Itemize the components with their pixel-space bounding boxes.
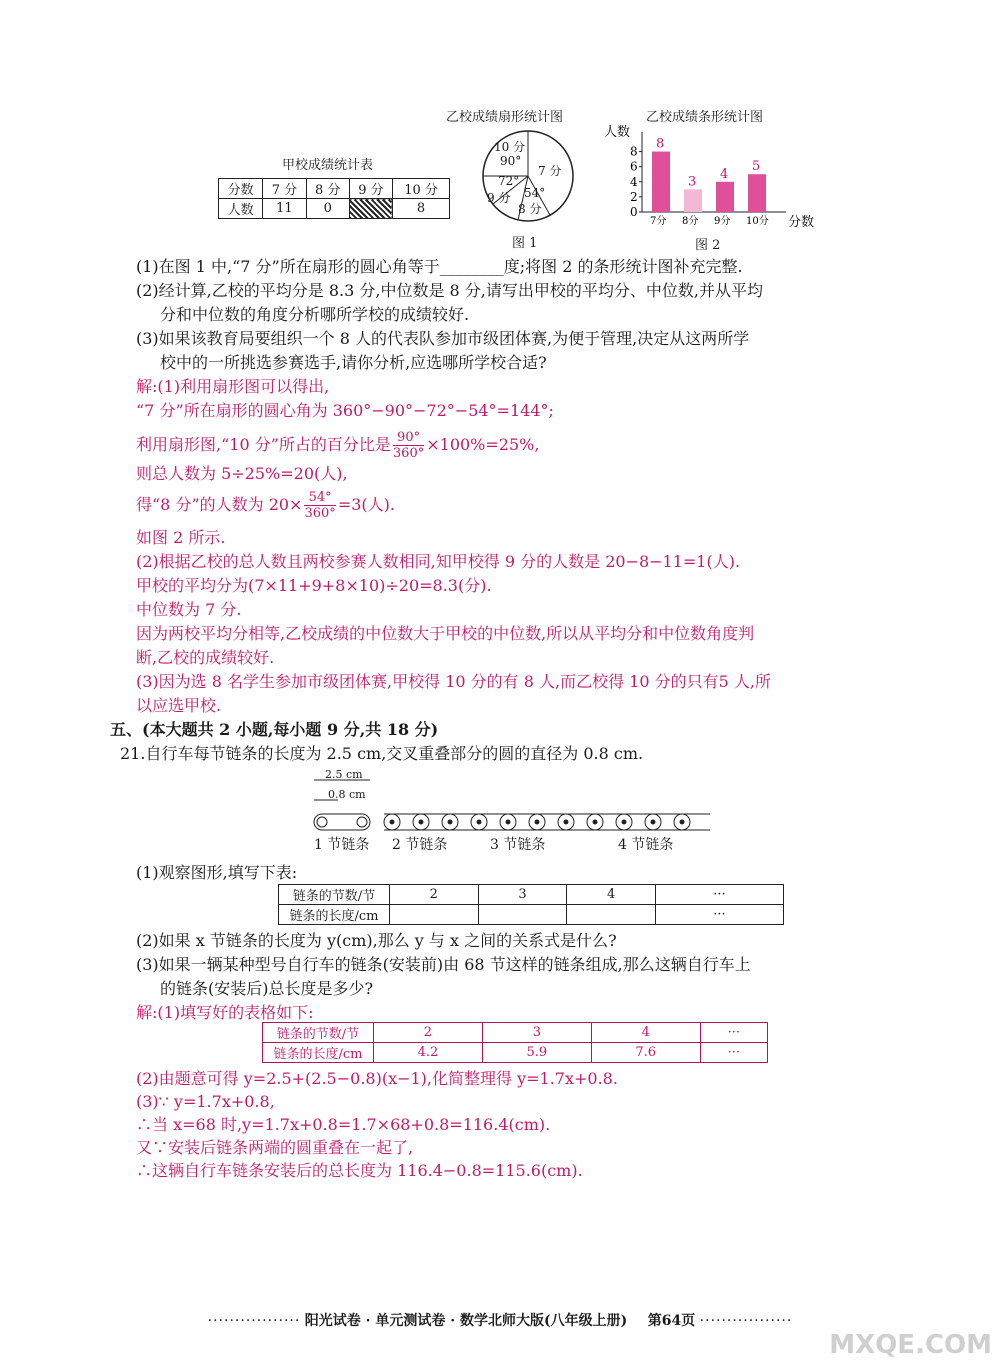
table-cell: 3 xyxy=(482,1023,591,1043)
bar-value-label: 8 xyxy=(656,136,665,152)
sol20-line2: “7 分”所在扇形的圆心角为 360°−90°−72°−54°=144°; xyxy=(136,401,554,420)
q21-part1: (1)观察图形,填写下表: xyxy=(136,863,298,882)
table-cell: ··· xyxy=(655,885,783,905)
chain-figure xyxy=(312,770,722,832)
table-cell: 0 xyxy=(306,199,349,219)
chain-pin xyxy=(535,820,540,825)
page-number: 第64页 xyxy=(647,1313,696,1329)
table-cell: 4.2 xyxy=(374,1043,483,1063)
y-axis-label: 人数 xyxy=(604,125,631,140)
pie-label: 9 分 xyxy=(487,191,511,205)
denominator: 360° xyxy=(392,446,425,461)
numerator: 90° xyxy=(393,430,424,446)
bar xyxy=(684,189,702,212)
chain-pin xyxy=(317,817,327,827)
bar xyxy=(748,174,766,212)
table-cell: 链条的长度/cm xyxy=(263,1043,374,1063)
sol-text: ×100%=25%, xyxy=(426,435,540,454)
sol20-line11: 断,乙校的成绩较好. xyxy=(136,648,275,667)
bar-value-label: 5 xyxy=(752,159,761,175)
table-cell: 链条的长度/cm xyxy=(279,905,390,925)
chain-pin xyxy=(593,820,598,825)
table-cell: 人数 xyxy=(219,199,263,219)
sol-prefix: 解: xyxy=(136,377,158,396)
table-cell: ··· xyxy=(700,1023,767,1043)
q21-stem: 21.自行车每节链条的长度为 2.5 cm,交叉重叠部分的圆的直径为 0.8 cm. xyxy=(120,744,644,763)
sol20-line12: (3)因为选 8 名学生参加市级团体赛,甲校得 10 分的有 8 人,而乙校得 10 分的只有5 人,所 xyxy=(136,672,771,691)
table-cell: 8 xyxy=(393,199,450,219)
sol20-line8: 甲校的平均分为(7×11+9+8×10)÷20=8.3(分). xyxy=(136,576,492,595)
table-cell: 7.6 xyxy=(591,1043,700,1063)
dim-label-2-5: 2.5 cm xyxy=(325,768,363,781)
pie-label: 10 分 xyxy=(494,140,526,154)
sol20-line1 xyxy=(136,376,329,398)
table-cell: 链条的节数/节 xyxy=(263,1023,374,1043)
sol21-line2: (2)由题意可得 y=2.5+(2.5−0.8)(x−1),化简整理得 y=1.7x+0.8. xyxy=(136,1069,618,1088)
bar-value-label: 3 xyxy=(688,174,697,190)
dim-label-0-8: 0.8 cm xyxy=(328,788,366,801)
chain-pin xyxy=(622,820,627,825)
sol20-line7: (2)根据乙校的总人数且两校参赛人数相同,知甲校得 9 分的人数是 20−8−11=1(人). xyxy=(136,552,741,571)
fraction xyxy=(304,490,335,521)
sol-text: 利用扇形图,“10 分”所占的百分比是 xyxy=(136,435,391,454)
sol-prefix: 解: xyxy=(136,1003,158,1022)
sol20-line9: 中位数为 7 分. xyxy=(136,600,242,619)
chain-pin xyxy=(564,820,569,825)
chain-label: 2 节链条 xyxy=(392,837,448,853)
sol-text: (1)利用扇形图可以得出, xyxy=(157,377,330,396)
chain-label: 4 节链条 xyxy=(618,837,674,853)
y-tick-label: 2 xyxy=(630,189,638,204)
q20-part2: (2)经计算,乙校的平均分是 8.3 分,中位数是 8 分,请写出甲校的平均分、中位数,并从平均 xyxy=(136,281,763,300)
sol21-table xyxy=(262,1022,768,1063)
sol20-line5 xyxy=(136,488,395,522)
table-cell: 9 分 xyxy=(349,179,392,199)
numerator: 54° xyxy=(304,490,335,506)
q20-part3: (3)如果该教育局要组织一个 8 人的代表队参加市级团体赛,为便于管理,决定从这两所学 xyxy=(136,329,750,348)
sol20-line4: 则总人数为 5÷25%=20(人), xyxy=(136,464,348,483)
page-footer xyxy=(0,1310,1000,1330)
denominator: 360° xyxy=(304,506,336,521)
pie-label: 90° xyxy=(500,154,522,168)
sol21-line4: ∴当 x=68 时,y=1.7x+0.8=1.7×68+0.8=116.4(cm). xyxy=(136,1115,551,1134)
table-cell: ··· xyxy=(655,905,783,925)
table-cell xyxy=(478,905,567,925)
x-tick-label: 9分 xyxy=(714,216,731,227)
q20-part3-cont: 校中的一所挑选参赛选手,请你分析,应选哪所学校合适? xyxy=(160,353,547,372)
q21-part3: (3)如果一辆某种型号自行车的链条(安装前)由 68 节这样的链条组成,那么这辆自行车上 xyxy=(136,955,751,974)
chain-pin xyxy=(357,817,367,827)
bar xyxy=(716,182,734,212)
q21-part2: (2)如果 x 节链条的长度为 y(cm),那么 y 与 x 之间的关系式是什么? xyxy=(136,931,617,950)
table-cell xyxy=(390,905,479,925)
pie-title: 乙校成绩扇形统计图 xyxy=(446,110,564,125)
chain-label: 3 节链条 xyxy=(490,837,546,853)
y-tick-label: 4 xyxy=(630,174,638,189)
pie-caption: 图 1 xyxy=(512,236,538,251)
bar-chart xyxy=(600,122,820,237)
table-cell: 8 分 xyxy=(306,179,349,199)
pie-label: 7 分 xyxy=(538,164,562,178)
pie-label: 72° xyxy=(498,174,520,188)
table-cell: 4 xyxy=(591,1023,700,1043)
q21-part3-cont: 的链条(安装后)总长度是多少? xyxy=(160,979,374,998)
sol21-line5: 又∵安装后链条两端的圆重叠在一起了, xyxy=(136,1138,414,1157)
table-cell: 10 分 xyxy=(393,179,450,199)
sol20-line3 xyxy=(136,428,539,462)
chain-pin xyxy=(506,820,511,825)
chain-pin xyxy=(651,820,656,825)
table-cell xyxy=(567,905,656,925)
pie-label: 54° xyxy=(524,186,546,200)
table-cell: 分数 xyxy=(219,179,263,199)
hatched-cell xyxy=(349,199,392,219)
footer-dots: ················· xyxy=(207,1313,301,1329)
sol20-line10: 因为两校平均分相等,乙校成绩的中位数大于甲校的中位数,所以从平均分和中位数角度判 xyxy=(136,624,755,643)
jia-score-table xyxy=(218,178,450,219)
footer-title: 阳光试卷 · 单元测试卷 · 数学北师大版(八年级上册) xyxy=(304,1313,628,1329)
sol20-line13: 以应选甲校. xyxy=(136,696,222,715)
sol-text: 得“8 分”的人数为 20× xyxy=(136,495,303,514)
chain-label: 1 节链条 xyxy=(314,837,370,853)
table-cell: ··· xyxy=(700,1043,767,1063)
table-cell: 3 xyxy=(478,885,567,905)
q20-part1: (1)在图 1 中,“7 分”所在扇形的圆心角等于________度;将图 2 的条形统计图补充完整. xyxy=(136,257,743,276)
chain-pin xyxy=(390,820,395,825)
table-cell: 2 xyxy=(374,1023,483,1043)
table-cell: 5.9 xyxy=(482,1043,591,1063)
bar-value-label: 4 xyxy=(720,166,729,182)
sol21-line1 xyxy=(136,1002,313,1024)
chain-pin xyxy=(419,820,424,825)
q20-part2-cont: 分和中位数的角度分析哪所学校的成绩较好. xyxy=(160,305,470,324)
table-title: 甲校成绩统计表 xyxy=(282,158,374,173)
watermark: MXQE.COM xyxy=(829,1330,992,1360)
footer-dots: ················· xyxy=(699,1313,793,1329)
table-cell: 2 xyxy=(390,885,479,905)
table-cell: 7 分 xyxy=(263,179,306,199)
table-cell: 4 xyxy=(567,885,656,905)
chain-pin xyxy=(477,820,482,825)
x-tick-label: 8分 xyxy=(682,216,699,227)
sol21-line3: (3)∵ y=1.7x+0.8, xyxy=(136,1092,275,1111)
section-heading: 五、(本大题共 2 小题,每小题 9 分,共 18 分) xyxy=(110,720,439,739)
sol20-line6: 如图 2 所示. xyxy=(136,528,226,547)
bar xyxy=(652,152,670,212)
x-axis-label: 分数 xyxy=(788,215,815,230)
sol21-line6: ∴这辆自行车链条安装后的总长度为 116.4−0.8=115.6(cm). xyxy=(136,1161,583,1180)
sol-text: =3(人). xyxy=(337,495,395,514)
y-tick-label: 6 xyxy=(630,159,638,174)
chain-link xyxy=(314,814,370,830)
y-tick-label: 0 xyxy=(630,205,638,219)
sol-text: (1)填写好的表格如下: xyxy=(157,1003,314,1022)
fraction xyxy=(393,430,424,461)
q21-table xyxy=(278,884,784,925)
table-cell: 11 xyxy=(263,199,306,219)
pie-label: 8 分 xyxy=(518,202,542,216)
x-tick-label: 7分 xyxy=(650,216,667,227)
x-tick-label: 10分 xyxy=(746,216,769,227)
y-tick-label: 8 xyxy=(630,144,638,159)
table-cell: 链条的节数/节 xyxy=(279,885,390,905)
bar-caption: 图 2 xyxy=(695,238,721,253)
chain-pin xyxy=(680,820,685,825)
bar-title: 乙校成绩条形统计图 xyxy=(646,110,764,125)
chain-pin xyxy=(448,820,453,825)
